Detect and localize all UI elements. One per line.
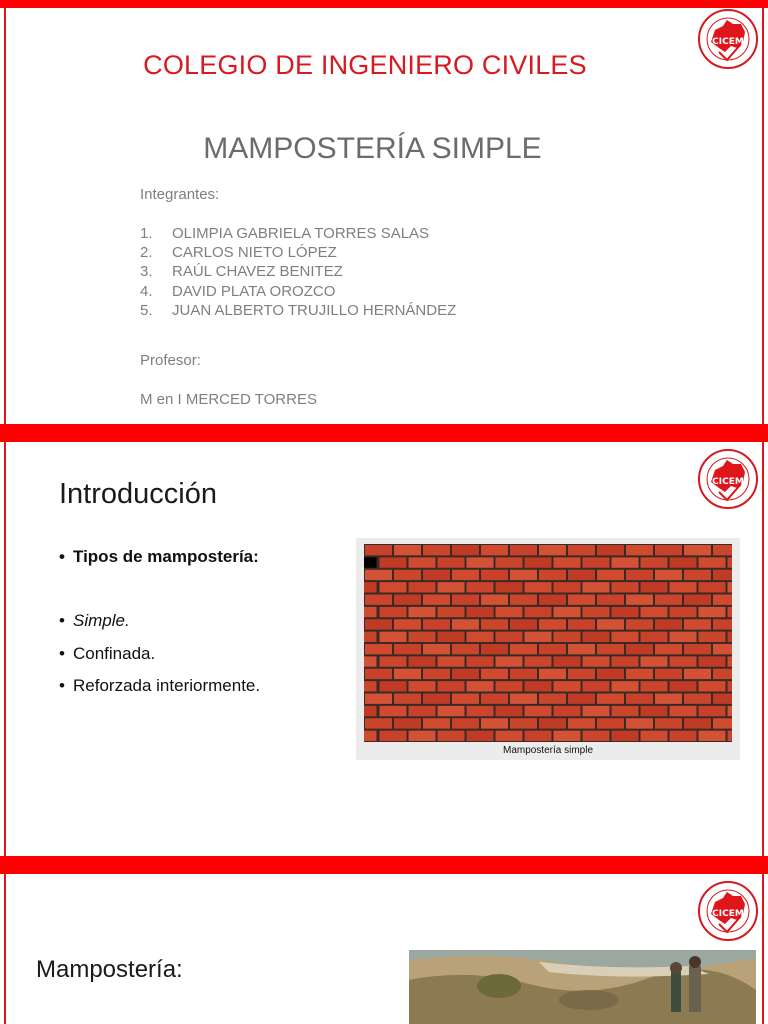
- members-label: Integrantes:: [140, 186, 220, 203]
- college-title: COLEGIO DE INGENIERO CIVILES: [143, 50, 587, 80]
- professor-name: M en I MERCED TORRES: [140, 391, 317, 408]
- bullet-list: [59, 547, 260, 709]
- bullet-item: • Reforzada interiormente.: [59, 676, 261, 696]
- bullet-item: • Tipos de mampostería:: [59, 547, 259, 566]
- svg-text:CICEM: CICEM: [712, 37, 744, 47]
- slide-masonry: [0, 874, 768, 1024]
- members-list: [140, 224, 456, 320]
- slide-border-right: [762, 442, 764, 856]
- member-item: 4. DAVID PLATA OROZCO: [140, 282, 336, 300]
- svg-text:CICEM: CICEM: [712, 477, 744, 487]
- bullet-item: • Simple.: [59, 611, 130, 631]
- member-item: 1. OLIMPIA GABRIELA TORRES SALAS: [140, 225, 430, 242]
- member-item: 5. JUAN ALBERTO TRUJILLO HERNÁNDEZ: [140, 301, 457, 319]
- cicem-logo: [697, 448, 759, 510]
- svg-text:CICEM: CICEM: [712, 909, 744, 919]
- cicem-logo: [697, 880, 759, 942]
- slide-border-left: [4, 874, 6, 1024]
- image-caption: Mampostería simple: [502, 745, 594, 756]
- slide-heading: Mampostería:: [36, 956, 183, 983]
- slide-border-right: [762, 8, 764, 424]
- brick-wall-graphic: [364, 544, 732, 742]
- slide-heading: Introducción: [59, 478, 217, 510]
- slide-separator-top: [0, 0, 768, 8]
- slide-introduction: [0, 442, 768, 856]
- cicem-logo-graphic: [697, 880, 759, 942]
- bullet-spacer: [59, 579, 260, 611]
- bullet-item: • Confinada.: [59, 643, 156, 663]
- slide-separator-2: [0, 856, 768, 874]
- slide-separator-1: [0, 424, 768, 442]
- slide-border-right: [762, 874, 764, 1024]
- member-item: 2. CARLOS NIETO LÓPEZ: [140, 244, 337, 262]
- cicem-logo-graphic: [697, 448, 759, 510]
- slide-border-left: [4, 442, 6, 856]
- slide-title: [0, 8, 768, 424]
- landscape-photo: [409, 950, 756, 1024]
- presentation-title: MAMPOSTERÍA SIMPLE: [203, 132, 542, 165]
- member-item: 3. RAÚL CHAVEZ BENITEZ: [140, 263, 343, 281]
- professor-label: Profesor:: [140, 352, 201, 369]
- brick-wall-image: [356, 538, 740, 760]
